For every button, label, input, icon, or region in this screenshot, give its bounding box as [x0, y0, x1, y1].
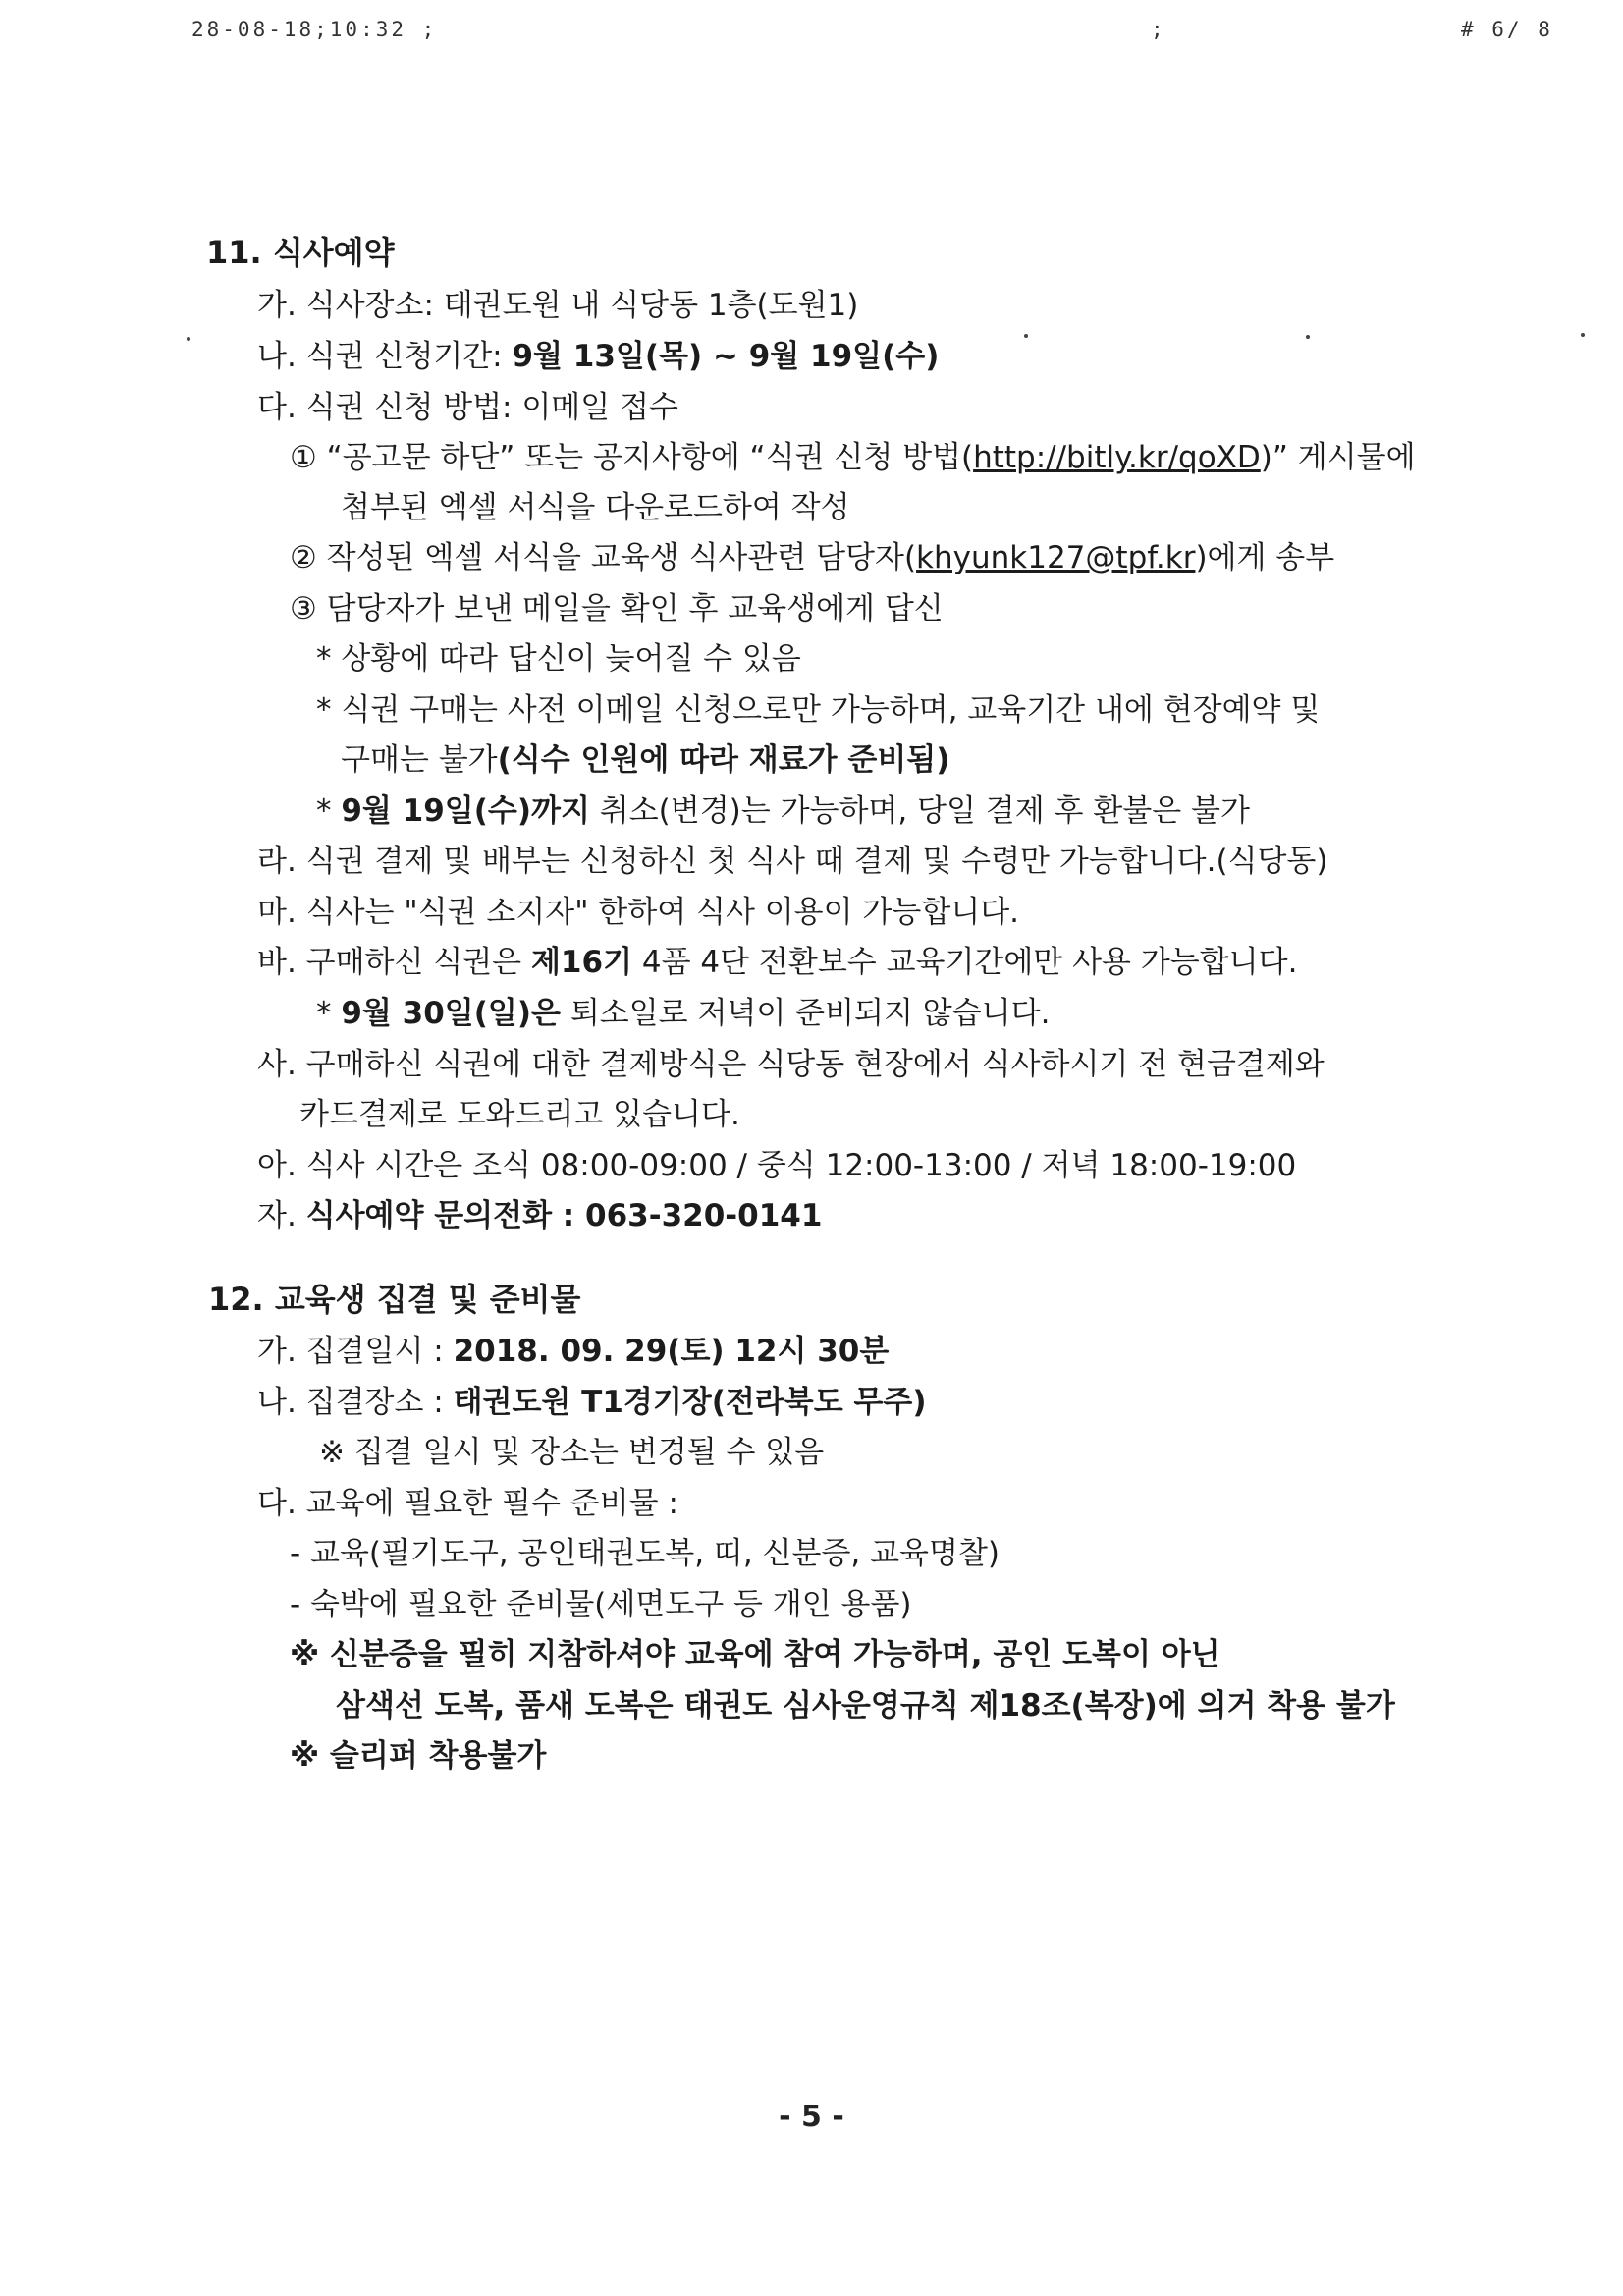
payment-method: 사. 구매하신 식권에 대한 결제방식은 식당동 현장에서 식사하시기 전 현금결제와	[257, 1047, 1325, 1082]
ticket-holders-only: 마. 식사는 "식권 소지자" 한하여 식사 이용이 가능합니다.	[257, 895, 1020, 930]
scan-speck	[1024, 334, 1028, 338]
fax-separator: ;	[1151, 18, 1166, 41]
assembly-location: 나. 집결장소 : 태권도원 T1경기장(전라북도 무주)	[257, 1385, 927, 1420]
note-purchase-continued: 구매는 불가(식수 인원에 따라 재료가 준비됨)	[341, 742, 950, 778]
section-12-title: 12. 교육생 집결 및 준비물	[208, 1281, 581, 1318]
note-uniform-rule: 삼색선 도복, 품새 도복은 태권도 심사운영규칙 제18조(복장)에 의거 착용 불가	[336, 1688, 1395, 1723]
payment-distribution: 라. 식권 결제 및 배부는 신청하신 첫 식사 때 결제 및 수령만 가능합니다.(식당동)	[257, 844, 1328, 879]
note-no-slippers: ※ 슬리퍼 착용불가	[290, 1738, 547, 1774]
ticket-method-link[interactable]: http://bitly.kr/qoXD	[973, 440, 1261, 475]
note-reply-delay: * 상황에 따라 답신이 늦어질 수 있음	[316, 641, 801, 677]
required-items-education: - 교육(필기도구, 공인태권도복, 띠, 신분증, 교육명찰)	[290, 1536, 1000, 1571]
meal-location: 가. 식사장소: 태권도원 내 식당동 1층(도원1)	[257, 288, 859, 323]
note-purchase-only-email: * 식권 구매는 사전 이메일 신청으로만 가능하며, 교육기간 내에 현장예약 및	[316, 692, 1321, 728]
ticket-method: 다. 식권 신청 방법: 이메일 접수	[257, 390, 678, 425]
step-1-continued: 첨부된 엑셀 서식을 다운로드하여 작성	[341, 490, 850, 525]
step-3: ③ 담당자가 보낸 메일을 확인 후 교육생에게 답신	[290, 591, 944, 627]
ticket-validity: 바. 구매하신 식권은 제16기 4품 4단 전환보수 교육기간에만 사용 가능합니다.	[257, 945, 1298, 980]
meal-times: 아. 식사 시간은 조식 08:00-09:00 / 중식 12:00-13:00 / 저녁 18:00-19:00	[257, 1148, 1297, 1183]
note-subject-to-change: ※ 집결 일시 및 장소는 변경될 수 있음	[319, 1435, 825, 1470]
section-11-title: 11. 식사예약	[206, 234, 395, 271]
meal-contact: 자. 식사예약 문의전화 : 063-320-0141	[257, 1198, 823, 1233]
ticket-period: 나. 식권 신청기간: 9월 13일(목) ~ 9월 19일(수)	[257, 339, 940, 374]
step-2: ② 작성된 엑셀 서식을 교육생 식사관련 담당자(khyunk127@tpf.kr)에게 송부	[290, 540, 1335, 575]
fax-page-count: # 6/ 8	[1461, 18, 1553, 41]
payment-method-continued: 카드결제로 도와드리고 있습니다.	[299, 1097, 740, 1132]
scan-speck	[1306, 335, 1310, 339]
contact-email-link[interactable]: khyunk127@tpf.kr	[916, 540, 1196, 575]
scan-speck	[1581, 333, 1585, 337]
note-cancel-deadline: * 9월 19일(수)까지 취소(변경)는 가능하며, 당일 결제 후 환불은 불가	[316, 793, 1250, 829]
assembly-datetime: 가. 집결일시 : 2018. 09. 29(토) 12시 30분	[257, 1334, 890, 1369]
scan-speck	[187, 337, 190, 341]
page-number: - 5 -	[779, 2100, 844, 2134]
step-1: ① “공고문 하단” 또는 공지사항에 “식권 신청 방법(http://bitly.kr/qoXD)” 게시물에	[290, 440, 1416, 475]
fax-datetime: 28-08-18;10:32 ;	[191, 18, 438, 41]
note-id-required: ※ 신분증을 필히 지참하셔야 교육에 참여 가능하며, 공인 도복이 아닌	[290, 1637, 1220, 1672]
note-no-dinner: * 9월 30일(일)은 퇴소일로 저녁이 준비되지 않습니다.	[316, 996, 1051, 1031]
required-items: 다. 교육에 필요한 필수 준비물 :	[257, 1486, 678, 1521]
required-items-lodging: - 숙박에 필요한 준비물(세면도구 등 개인 용품)	[290, 1587, 912, 1622]
